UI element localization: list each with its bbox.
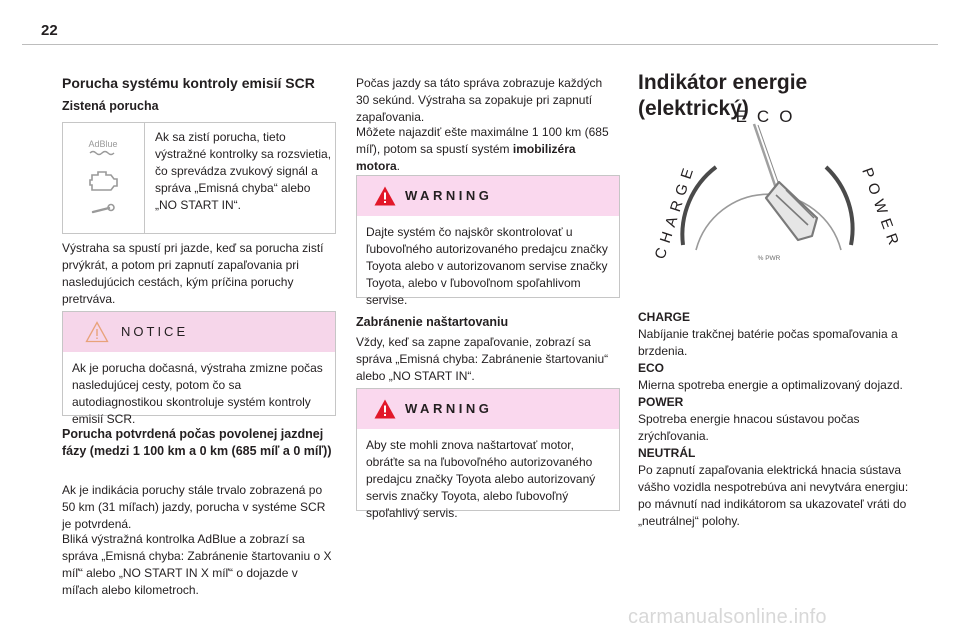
detected-heading: Zistená porucha [62, 99, 159, 113]
warning-1-header [357, 176, 619, 216]
indicator-icons-graphic [63, 123, 145, 233]
indicator-icons [63, 123, 145, 233]
term-eco-name: ECO [638, 361, 665, 375]
paragraph-warning-trigger: Výstraha sa spustí pri jazde, keď sa porucha zistí prvýkrát, a potom pri zapnutí zapaľovania pri nasledujúcich cestách, kým príčina poruchy pretrváva. [62, 241, 324, 306]
middle-intro-1: Počas jazdy sa táto správa zobrazuje každých 30 sekúnd. Výstraha sa zopakuje pri zapnutí zapaľovania. [356, 76, 603, 124]
gauge-scale-label: % PWR [757, 255, 781, 262]
warning-1-text: Dajte systém čo najskôr skontrolovať u ľubovoľného autorizovaného predajcu značky Toyota alebo v autorizovanom servise značky Toyota, alebo v ľubovoľnom spoľahlivom servise. [366, 225, 608, 307]
notice-text: Ak je porucha dočasná, výstraha zmizne počas nasledujúcej cesty, potom čo sa autodiagnostikou skontroluje systém kontroly emisií SCR. [72, 361, 323, 426]
confirmed-phase-text-1: Ak je indikácia poruchy stále trvalo zobrazená po 50 km (31 míľach) jazdy, porucha v systéme SCR je potvrdená. [62, 483, 326, 531]
warning-triangle-icon [373, 398, 397, 420]
watermark: carmanualsonline.info [628, 606, 827, 628]
term-charge-description: Nabíjanie trakčnej batérie počas spomaľovania a brzdenia. [638, 327, 898, 358]
notice-header [63, 312, 335, 352]
term-power-name: POWER [638, 395, 684, 409]
warning-2-title: WARNING [405, 401, 493, 416]
term-eco-description: Mierna spotreba energie a optimalizovaný dojazd. [638, 378, 903, 392]
indicator-text: Ak sa zistí porucha, tieto výstražné kontrolky sa rozsvietia, čo sprevádza zvukový signál a správa „Emisná chyba“ alebo „NO START IN“. [155, 130, 332, 212]
energy-terms [638, 309, 923, 530]
energy-gauge-graphic [636, 100, 900, 295]
notice-title: NOTICE [121, 324, 189, 339]
section-title-scr: Porucha systému kontroly emisií SCR [62, 75, 315, 91]
indicator-table [62, 122, 336, 234]
term-charge-name: CHARGE [638, 310, 691, 324]
confirmed-phase-text-2: Bliká výstražná kontrolka AdBlue a zobrazí sa správa „Emisná chyba: Zabránenie štartovaniu o X míľ“ alebo „NO START IN X míľ“ o dojazde v míľach alebo kilometroch. [62, 532, 332, 597]
adblue-icon: AdBlue [88, 139, 118, 149]
term-neutral-description: Po zapnutí zapaľovania elektrická hnacia sústava vášho vozidla nespotrebúva ani nevytvára energiu: po mávnutí nad indikátorom sa ukazovateľ vráti do „neutrálnej“ polohy. [638, 463, 909, 528]
warning-triangle-icon [373, 185, 397, 207]
gauge-label-eco: ECO [735, 107, 803, 126]
prevention-heading: Zabránenie naštartovaniu [356, 315, 509, 329]
engine-check-icon [90, 172, 117, 190]
energy-gauge [636, 100, 900, 295]
header-rule [22, 44, 938, 45]
warning-2-header [357, 389, 619, 429]
notice-triangle-icon [85, 321, 109, 343]
warning-1-title: WARNING [405, 188, 493, 203]
term-power-description: Spotreba energie hnacou sústavou počas zrýchľovania. [638, 412, 860, 443]
gauge-label-charge: CHARGE [651, 160, 699, 262]
warning-box-2 [356, 388, 620, 520]
wrench-icon [93, 205, 114, 213]
energy-indicator-title: Indikátor energie (elektrický) [638, 71, 808, 120]
middle-intro-2: Môžete najazdiť ešte maximálne 1 100 km (685 míľ), potom sa spustí systém imobilizéra motora. [356, 125, 609, 173]
warning-2-text: Aby ste mohli znova naštartovať motor, obráťte sa na ľubovoľného autorizovaného predajcu značky Toyota alebo autorizovaný servis značky Toyota, alebo ľubovoľný spoľahlivý servis. [366, 438, 596, 520]
notice-box [62, 311, 336, 426]
page-number: 22 [41, 22, 58, 39]
prevention-text: Vždy, keď sa zapne zapaľovanie, zobrazí sa správa „Emisná chyba: Zabránenie štartovaniu“ alebo „NO START IN“. [356, 335, 609, 383]
immobilizer-term: imobilizéra motora [356, 142, 576, 173]
hand-swipe-icon [766, 182, 817, 240]
term-neutral-name: NEUTRÁL [638, 446, 696, 460]
confirmed-phase-heading: Porucha potvrdená počas povolenej jazdnej fázy (medzi 1 100 km a 0 km (685 míľ a 0 míľ)) [62, 427, 332, 458]
warning-box-1 [356, 175, 620, 307]
middle-intro-2-text: Môžete najazdiť ešte maximálne 1 100 km (685 míľ), potom sa spustí systém [356, 125, 609, 156]
gauge-label-power: POWER [858, 165, 900, 253]
